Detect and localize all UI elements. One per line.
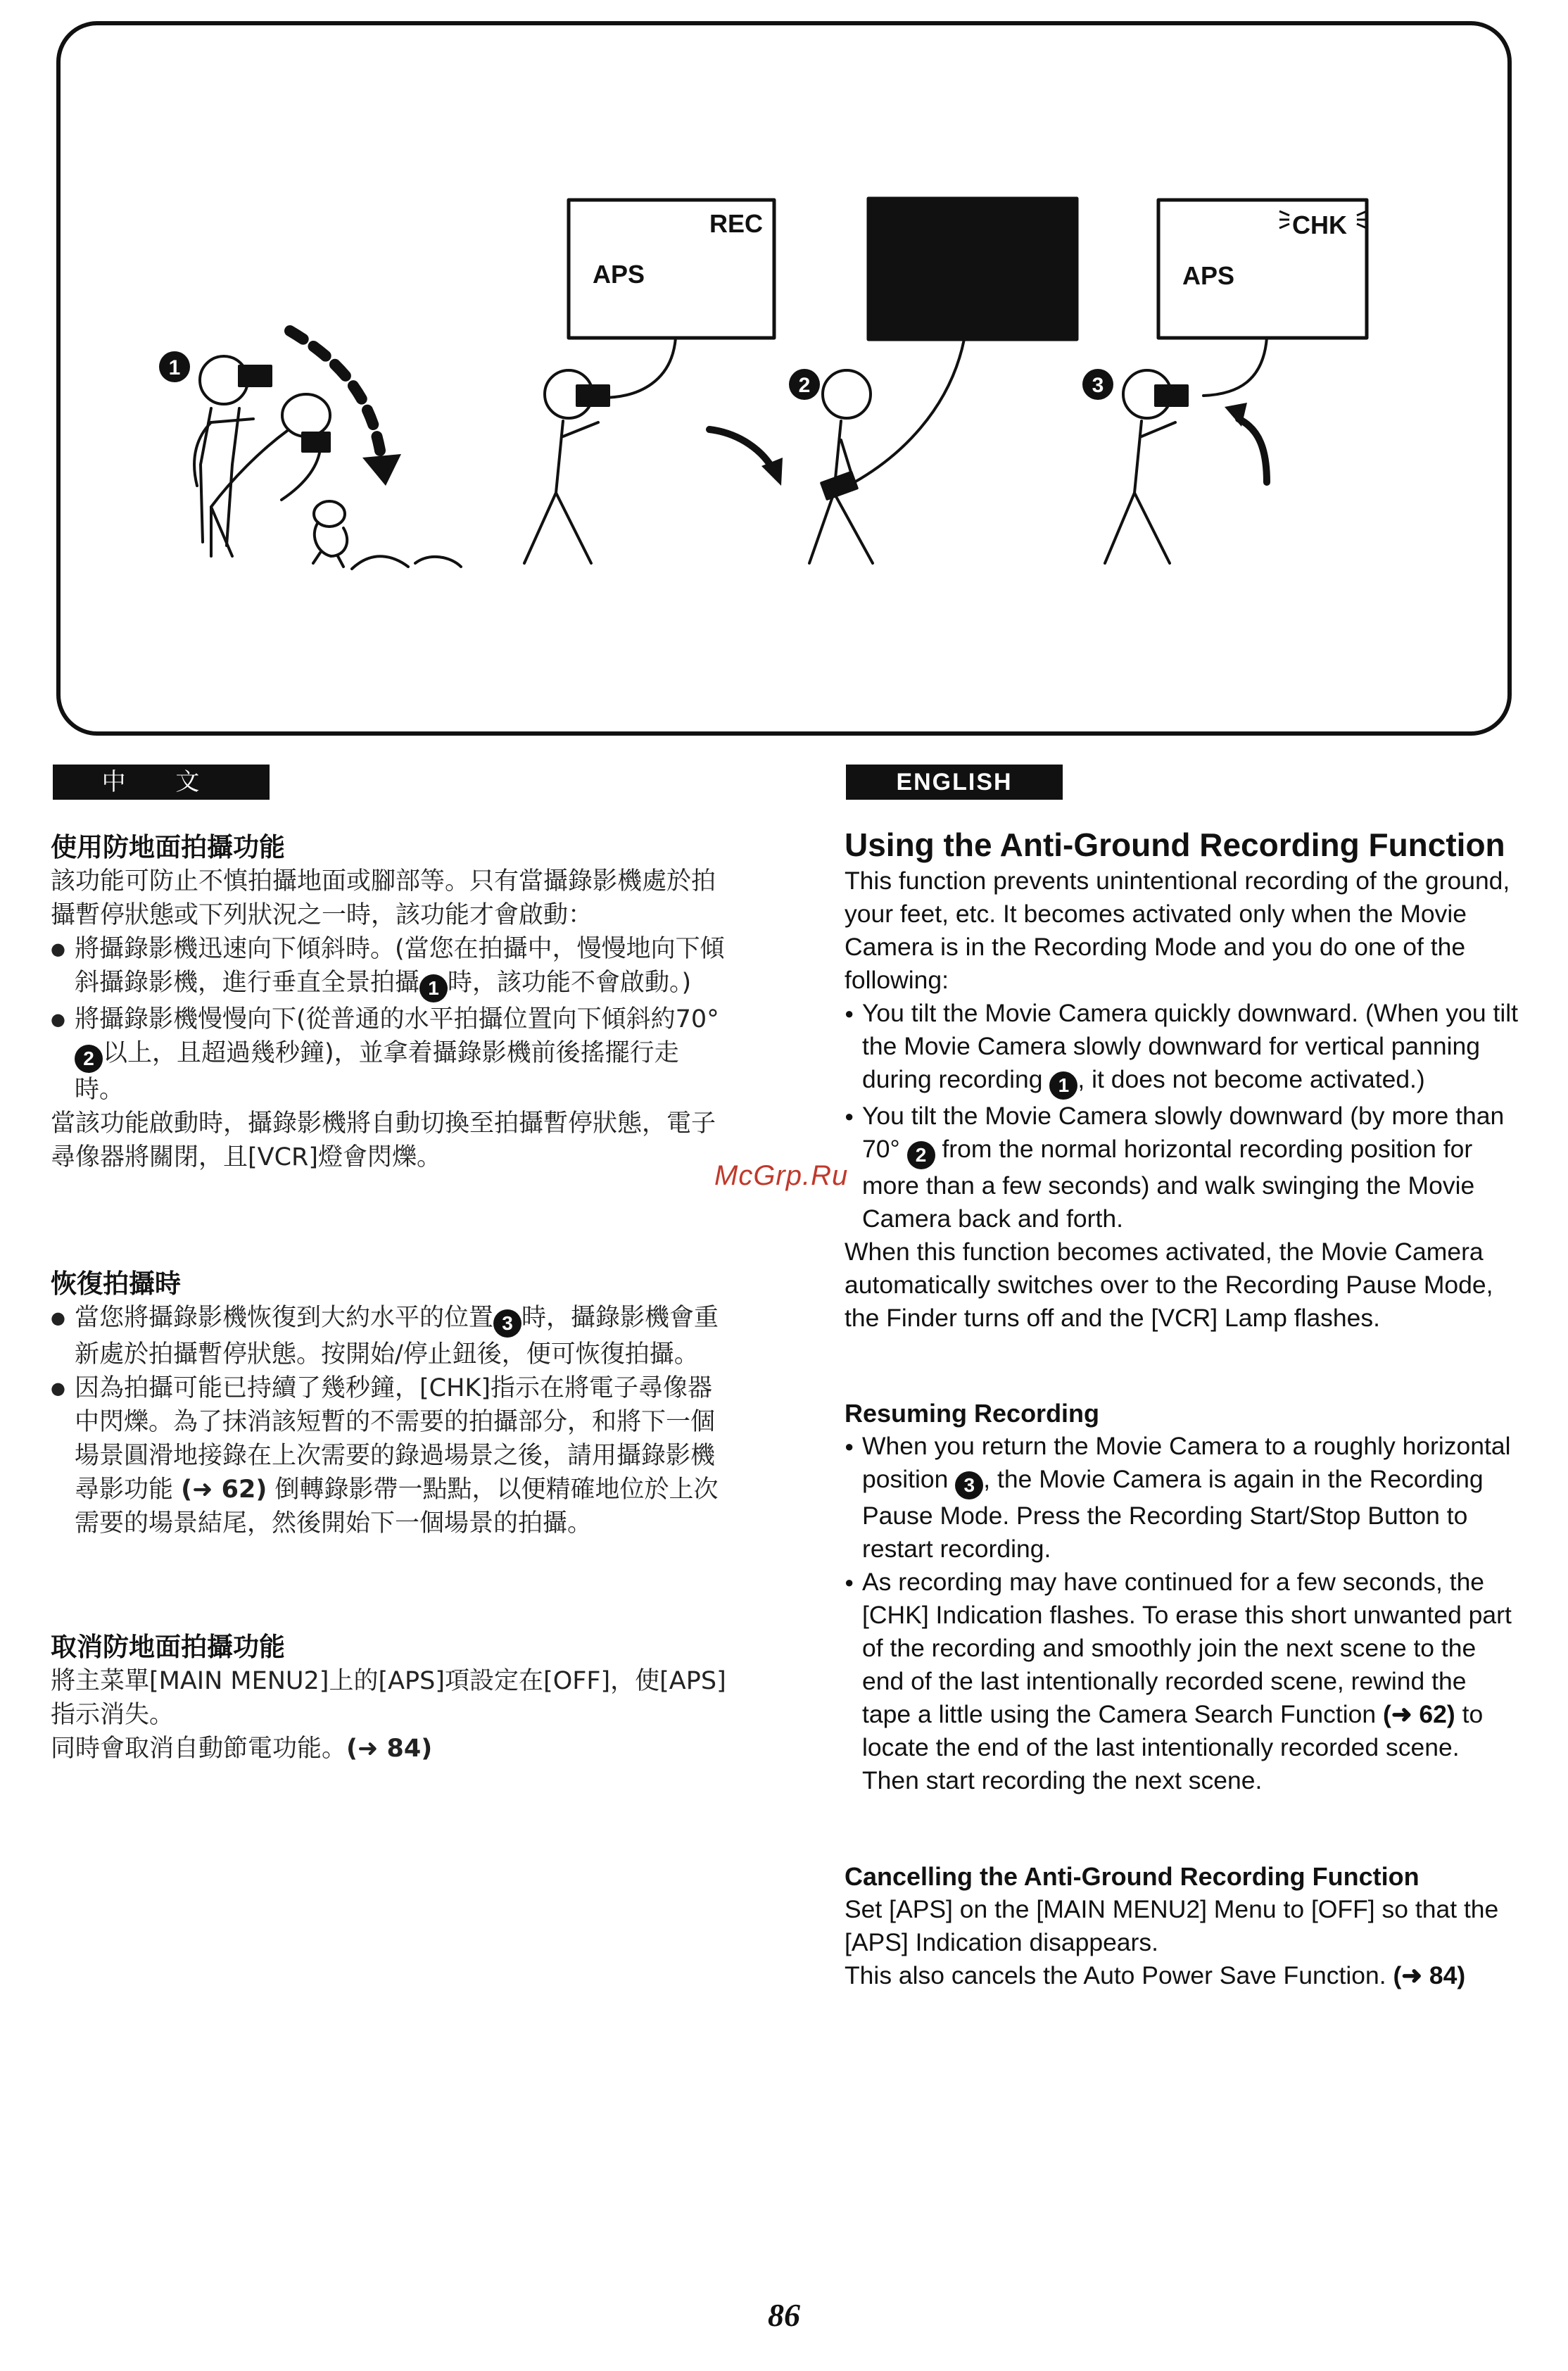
chinese-section-3 (51, 1630, 726, 1766)
zh-bullet-1: ● 將攝錄影機迅速向下傾斜時。(當您在拍攝中，慢慢地向下傾斜攝錄影機，進行垂直全景拍攝 1 時，該功能不會啟動。) (51, 932, 726, 1002)
chinese-section-tab: 中 文 (53, 765, 270, 800)
return-arrow (1239, 419, 1267, 482)
en-cancel-text: Set [APS] on the [MAIN MENU2] Menu to [OFF] so that the [APS] Indication disappears. (845, 1895, 1499, 1956)
step-1-icon: 1 (1049, 1071, 1077, 1100)
figure-3-person (809, 370, 873, 563)
zh-outro: 當該功能啟動時，攝錄影機將自動切換至拍攝暫停狀態，電子尋像器將關閉，且[VCR]燈會閃爍。 (51, 1109, 716, 1171)
svg-text:3: 3 (1092, 374, 1104, 397)
chinese-section-1 (51, 831, 726, 1174)
aps-label-1: APS (593, 260, 645, 289)
en-resume-heading: Resuming Recording (845, 1399, 1100, 1428)
figure-4-person (1105, 370, 1187, 563)
svg-text:2: 2 (798, 374, 811, 397)
watermark: McGrp.Ru (714, 1160, 849, 1191)
chk-label: CHK (1292, 210, 1347, 239)
zh-heading-1: 使用防地面拍攝功能 (51, 832, 285, 862)
zh-heading-2: 恢復拍攝時 (51, 1269, 181, 1299)
dog-icon (313, 501, 347, 567)
en-resume-bullet-1: ● When you return the Movie Camera to a roughly horizontal position 3 , the Movie Camera is again in the Recording Pause Mode. Press the Recording Start/Stop Button to restart recording. (845, 1430, 1520, 1566)
en-title: Using the Anti-Ground Recording Function (845, 826, 1505, 863)
chinese-section-2 (51, 1267, 726, 1540)
en-cancel-heading: Cancelling the Anti-Ground Recording Function (845, 1862, 1420, 1891)
en-outro: When this function becomes activated, the Movie Camera automatically switches over to the Recording Pause Mode, the Finder turns off and the [VCR] Lamp flashes. (845, 1238, 1493, 1332)
aps-label-3: APS (1182, 261, 1235, 290)
step-3-icon: 3 (493, 1309, 521, 1338)
step-2-icon: 2 (75, 1045, 103, 1073)
step-marker-3 (1082, 369, 1113, 400)
english-section-1 (845, 825, 1520, 1335)
step-1-icon: 1 (419, 974, 448, 1002)
svg-text:1: 1 (168, 356, 181, 379)
zh-heading-3: 取消防地面拍攝功能 (51, 1632, 285, 1662)
figure-2-person (524, 370, 609, 563)
step-3-icon: 3 (955, 1471, 983, 1499)
step-2-icon: 2 (907, 1141, 935, 1169)
en-intro: This function prevents unintentional recording of the ground, your feet, etc. It becomes activated only when the Movie Camera is in the Recording Mode and you do one of the following: (845, 867, 1510, 994)
zh-resume-bullet-2: ● 因為拍攝可能已持續了幾秒鐘，[CHK]指示在將電子尋像器中閃爍。為了抹消該短暫的不需要的拍攝部分，和將下一個場景圓滑地接錄在上次需要的錄過場景之後，請用攝錄影機尋影功能 (➜ 62) 倒轉錄影帶一點點，以便精確地位於上次需要的場景結尾，然後開始下一個場景的拍攝。 (51, 1371, 726, 1540)
zh-cancel-text-2: 同時會取消自動節電功能。(➜ 84) (51, 1735, 433, 1763)
ground-marks (352, 556, 461, 569)
en-bullet-1: ● You tilt the Movie Camera quickly downward. (When you tilt the Movie Camera slowly downward for vertical panning during recording 1 , it does not become activated.) (845, 997, 1520, 1100)
zh-bullet-2: ● 將攝錄影機慢慢向下(從普通的水平拍攝位置向下傾斜約70°2 以上，且超過幾秒鐘)，並拿着攝錄影機前後搖擺行走時。 (51, 1002, 726, 1107)
anti-ground-illustration (0, 0, 1568, 746)
en-bullet-2: ● You tilt the Movie Camera slowly downward (by more than 70° 2 from the normal horizontal recording position for more than a few seconds) and walk swinging the Movie Camera back and forth. (845, 1100, 1520, 1235)
english-section-tab: ENGLISH (846, 765, 1063, 800)
zh-intro: 該功能可防止不慎拍攝地面或腳部等。只有當攝錄影機處於拍攝暫停狀態或下列狀況之一時，該功能才會啟動： (51, 867, 716, 929)
figure-1-person (194, 356, 330, 556)
english-section-2 (845, 1397, 1520, 1797)
rec-label: REC (709, 209, 764, 238)
zh-cancel-text: 將主菜單[MAIN MENU2]上的[APS]項設定在[OFF]，使[APS]指示消失。 (51, 1667, 726, 1729)
page-number: 86 (768, 2297, 800, 2333)
en-resume-bullet-2: ● As recording may have continued for a few seconds, the [CHK] Indication flashes. To erase this short unwanted part of the recording and smoothly join the next scene to the end of the last intentionally recorded scene, rewind the tape a little using the Camera Search Function (➜ 62) to locate the end of the last intentionally recorded scene. Then start recording the next scene. (845, 1566, 1520, 1797)
zh-resume-bullet-1: ● 當您將攝錄影機恢復到大約水平的位置 3 時，攝錄影機會重新處於拍攝暫停狀態。按開始/停止鈕後，便可恢復拍攝。 (51, 1301, 726, 1371)
viewfinder-screen-off (868, 199, 1077, 339)
en-cancel-text-2: This also cancels the Auto Power Save Function. (➜ 84) (845, 1961, 1466, 1989)
step-marker-1 (159, 351, 190, 382)
english-section-3 (845, 1860, 1520, 1992)
step-marker-2 (789, 369, 820, 400)
